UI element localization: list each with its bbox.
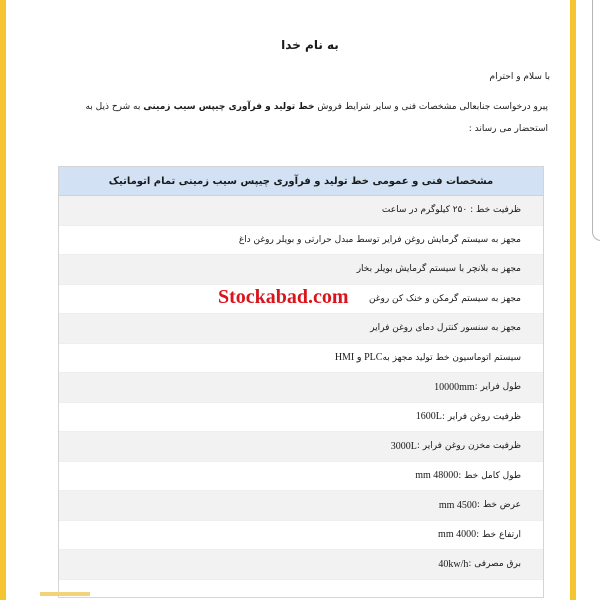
spec-value: 40kw/h — [438, 558, 469, 570]
spec-row-blancher — [59, 255, 543, 285]
spec-table-body — [59, 196, 543, 580]
spec-row-power-consumption — [59, 550, 543, 580]
spec-label: طول کامل خط : — [458, 470, 521, 481]
spec-row-temp-sensor — [59, 314, 543, 344]
spec-label: ارتفاع خط : — [476, 529, 521, 540]
spec-value: 48000 mm — [415, 470, 459, 482]
page-border-left — [0, 0, 6, 600]
spec-label: مجهز به سیستم گرمایش روغن فرایر توسط مبدل حرارتی و بویلر روغن داغ — [238, 234, 521, 245]
spec-label: ظرفیت خط : ۲۵۰ کیلوگرم در ساعت — [381, 205, 521, 216]
spec-table — [58, 166, 544, 598]
spec-label: سیستم اتوماسیون خط تولید مجهز به — [382, 352, 521, 363]
spec-row-oil-tank-capacity — [59, 432, 543, 462]
spec-label: مجهز به سیستم گرمکن و خنک کن روغن — [368, 293, 521, 304]
spec-table-header: مشخصات فنی و عمومی خط تولید و فرآوری چیپس سیب زمینی تمام اتوماتیک — [59, 167, 543, 196]
spec-label: ظرفیت روغن فرایر : — [441, 411, 521, 422]
spec-row-capacity — [59, 196, 543, 226]
spec-value: 3000L — [390, 440, 417, 452]
spec-row-automation — [59, 344, 543, 374]
spec-row-fryer-heating — [59, 226, 543, 256]
spec-value: 1600L — [415, 411, 442, 423]
spec-row-line-length — [59, 462, 543, 492]
spec-label: برق مصرفی : — [468, 559, 521, 570]
spec-label: مجهز به سنسور کنترل دمای روغن فرایر — [370, 323, 521, 334]
intro-text-start: پیرو درخواست جنابعالی مشخصات فنی و سایر شرایط فروش — [314, 102, 548, 112]
footer-decoration — [40, 592, 90, 596]
spec-row-fryer-oil-capacity — [59, 403, 543, 433]
greeting-text: با سلام و احترام — [489, 72, 550, 82]
watermark: Stockabad.com — [218, 286, 349, 308]
page-title: به نام خدا — [281, 38, 339, 52]
spec-value: 4000 mm — [438, 529, 477, 541]
spec-row-fryer-length — [59, 373, 543, 403]
spec-value: 4500 mm — [438, 499, 477, 511]
intro-paragraph — [60, 96, 548, 140]
page-border-right — [570, 0, 576, 600]
spec-row-line-width — [59, 491, 543, 521]
spec-label: طول فرایر : — [474, 382, 521, 393]
intro-text-end: به شرح ذیل به استحضار می رساند : — [85, 102, 548, 134]
spec-label: عرض خط : — [476, 500, 521, 511]
side-panel-edge — [592, 0, 600, 241]
spec-value: 10000mm — [434, 381, 475, 393]
spec-label: مجهز به بلانچر با سیستم گرمایش بویلر بخار — [356, 264, 521, 275]
spec-row-line-height — [59, 521, 543, 551]
spec-value: PLC و HMI — [334, 352, 383, 364]
intro-bold-product: خط تولید و فرآوری چیپس سیب زمینی — [143, 102, 315, 112]
spec-label: ظرفیت مخزن روغن فرایر : — [416, 441, 521, 452]
